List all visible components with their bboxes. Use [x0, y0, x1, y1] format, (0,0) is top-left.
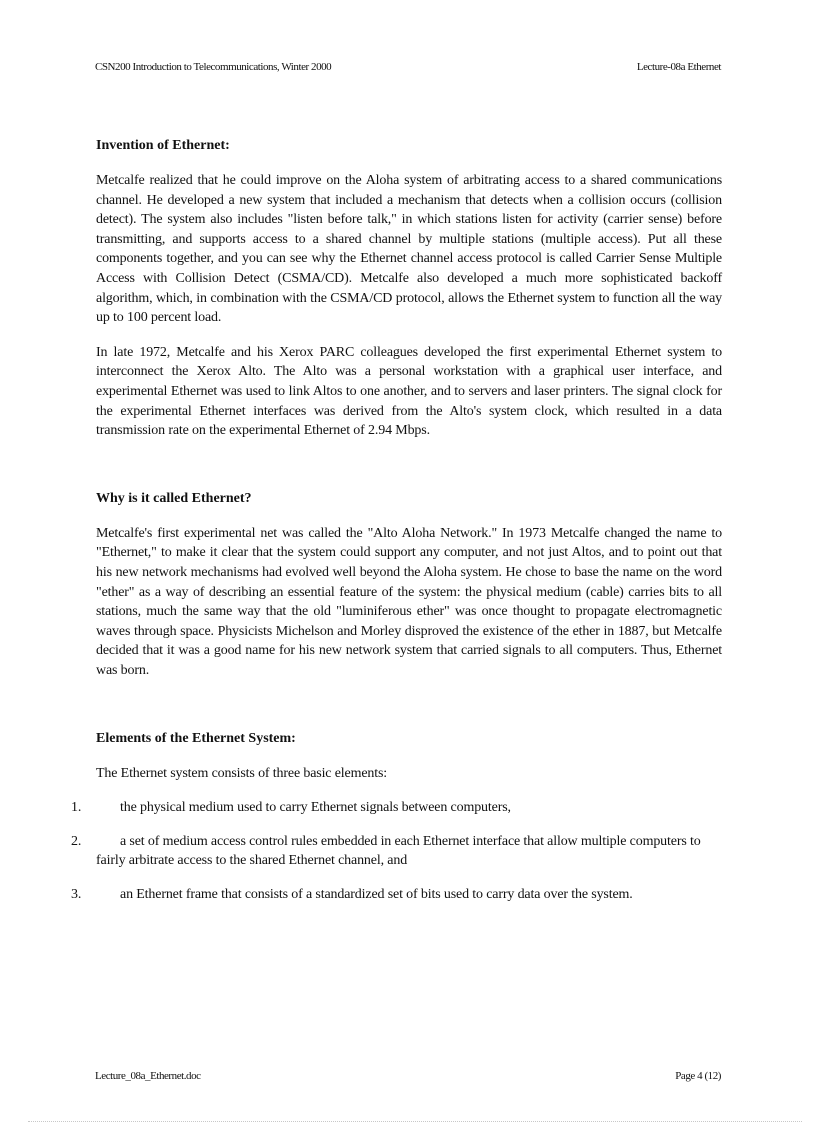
list-item: [71, 798, 722, 818]
section-heading-elements: Elements of the Ethernet System:: [96, 731, 296, 747]
paragraph-why-ethernet: Metcalfe's first experimental net was called the "Alto Aloha Network." In 1973 Metcalfe changed the name to "Ethernet," to make it clear that the system could support any computer, and not just Altos, and to point out that his new network mechanisms had evolved well beyond the Aloha system. He chose to base the name on the word "ether" as a way of describing an essential feature of the system: the physical medium (cable) carries bits to all stations, much the same way that the old "luminiferous ether" was once thought to propagate electromagnetic waves through space. Physicists Michelson and Morley disproved the existence of the ether in 1887, but Metcalfe decided that it was a good name for his new network system that carried signals to all computers. Thus, Ethernet was born.: [96, 525, 722, 678]
list-item-text: an Ethernet frame that consists of a standardized set of bits used to carry data over the system.: [120, 886, 633, 902]
footer-filename: Lecture_08a_Ethernet.doc: [95, 1070, 201, 1082]
paragraph-elements-intro: The Ethernet system consists of three basic elements:: [96, 766, 388, 782]
list-item-text: a set of medium access control rules embedded in each Ethernet interface that allow multiple computers to fairly arbitrate access to the shared Ethernet channel, and: [96, 833, 701, 869]
paragraph-invention-1: Metcalfe realized that he could improve on the Aloha system of arbitrating access to a shared communications channel. He developed a new system that included a mechanism that detects when a collision occurs (collision detect). The system also includes "listen before talk," in which stations listen for activity (carrier sense) before transmitting, and supports access to a shared channel by multiple stations (multiple access). Put all these components together, and you can see why the Ethernet channel access protocol is called Carrier Sense Multiple Access with Collision Detect (CSMA/CD). Metcalfe also developed a much more sophisticated backoff algorithm, which, in combination with the CSMA/CD protocol, allows the Ethernet system to function all the way up to 100 percent load.: [96, 173, 722, 326]
list-item-number: 1.: [71, 800, 82, 816]
paragraph-invention-2: In late 1972, Metcalfe and his Xerox PARC colleagues developed the first experimental Ethernet system to interconnect the Xerox Alto. The Alto was a personal workstation with a graphical user interface, and experimental Ethernet was used to link Altos to one another, and to servers and laser printers. The signal clock for the experimental Ethernet interfaces was derived from the Alto's system clock, which resulted in a data transmission rate on the experimental Ethernet of 2.94 Mbps.: [96, 344, 722, 439]
section-heading-invention: Invention of Ethernet:: [96, 138, 230, 153]
header-course-title: CSN200 Introduction to Telecommunications, Winter 2000: [95, 61, 332, 73]
list-item: [71, 832, 722, 871]
list-item-number: 2.: [71, 833, 82, 849]
list-item-text: the physical medium used to carry Ethernet signals between computers,: [120, 800, 511, 816]
list-item: [71, 885, 722, 905]
document-body: [71, 136, 722, 904]
footer-page-number: Page 4 (12): [675, 1070, 721, 1082]
section-heading-why-ethernet: Why is it called Ethernet?: [96, 490, 252, 506]
elements-list: [71, 798, 722, 904]
list-item-number: 3.: [71, 886, 82, 902]
page-bottom-divider: [28, 1121, 802, 1122]
header-lecture-title: Lecture-08a Ethernet: [636, 61, 721, 73]
